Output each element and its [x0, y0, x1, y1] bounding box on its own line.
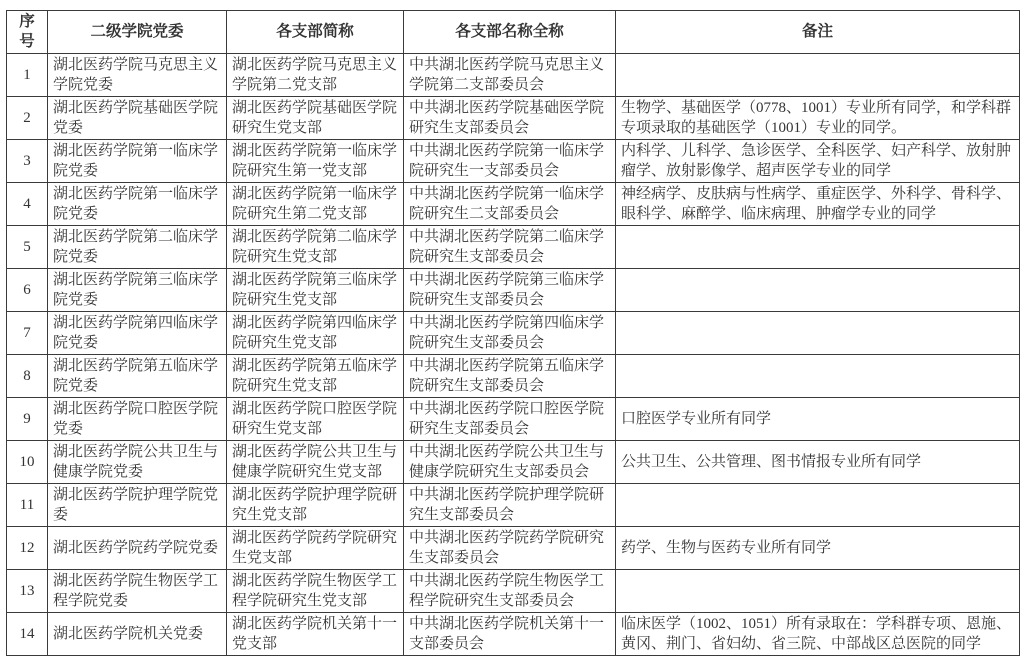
cell-branch-full: 中共湖北医药学院机关第十一支部委员会	[404, 613, 616, 656]
cell-branch-full: 中共湖北医药学院公共卫生与健康学院研究生支部委员会	[404, 441, 616, 484]
cell-no: 7	[7, 312, 48, 355]
cell-branch-short: 湖北医药学院机关第十一党支部	[227, 613, 404, 656]
cell-remark: 药学、生物与医药专业所有同学	[616, 527, 1020, 570]
table-row	[7, 226, 1020, 269]
cell-branch-short: 湖北医药学院第五临床学院研究生党支部	[227, 355, 404, 398]
table-row	[7, 484, 1020, 527]
cell-no: 9	[7, 398, 48, 441]
cell-remark	[616, 570, 1020, 613]
header-remark: 备注	[616, 11, 1020, 54]
header-branch-full: 各支部名称全称	[404, 11, 616, 54]
cell-committee: 湖北医药学院护理学院党委	[48, 484, 227, 527]
cell-committee: 湖北医药学院基础医学院党委	[48, 97, 227, 140]
table-row	[7, 398, 1020, 441]
cell-remark: 临床医学（1002、1051）所有录取在：学科群专项、恩施、黄冈、荆门、省妇幼、省三院、中部战区总医院的同学	[616, 613, 1020, 656]
cell-remark	[616, 484, 1020, 527]
cell-branch-full: 中共湖北医药学院药学院研究生支部委员会	[404, 527, 616, 570]
cell-remark	[616, 312, 1020, 355]
cell-branch-short: 湖北医药学院基础医学院研究生党支部	[227, 97, 404, 140]
party-branch-table	[6, 10, 1020, 656]
table-row	[7, 613, 1020, 656]
cell-no: 14	[7, 613, 48, 656]
table-row	[7, 54, 1020, 97]
cell-no: 3	[7, 140, 48, 183]
cell-remark: 公共卫生、公共管理、图书情报专业所有同学	[616, 441, 1020, 484]
cell-no: 13	[7, 570, 48, 613]
cell-committee: 湖北医药学院生物医学工程学院党委	[48, 570, 227, 613]
cell-branch-short: 湖北医药学院第四临床学院研究生党支部	[227, 312, 404, 355]
cell-branch-full: 中共湖北医药学院第四临床学院研究生支部委员会	[404, 312, 616, 355]
cell-no: 5	[7, 226, 48, 269]
cell-branch-full: 中共湖北医药学院马克思主义学院第二支部委员会	[404, 54, 616, 97]
cell-remark	[616, 54, 1020, 97]
cell-no: 12	[7, 527, 48, 570]
header-committee: 二级学院党委	[48, 11, 227, 54]
cell-branch-full: 中共湖北医药学院第二临床学院研究生支部委员会	[404, 226, 616, 269]
header-no: 序号	[7, 11, 48, 54]
cell-branch-short: 湖北医药学院第一临床学院研究生第一党支部	[227, 140, 404, 183]
cell-no: 10	[7, 441, 48, 484]
cell-remark: 神经病学、皮肤病与性病学、重症医学、外科学、骨科学、眼科学、麻醉学、临床病理、肿瘤学专业的同学	[616, 183, 1020, 226]
cell-branch-full: 中共湖北医药学院护理学院研究生支部委员会	[404, 484, 616, 527]
table-row	[7, 140, 1020, 183]
cell-committee: 湖北医药学院药学院党委	[48, 527, 227, 570]
cell-branch-full: 中共湖北医药学院生物医学工程学院研究生支部委员会	[404, 570, 616, 613]
table-row	[7, 441, 1020, 484]
table-row	[7, 312, 1020, 355]
table-header-row	[7, 11, 1020, 54]
cell-branch-short: 湖北医药学院生物医学工程学院研究生党支部	[227, 570, 404, 613]
table-row	[7, 97, 1020, 140]
cell-remark: 生物学、基础医学（0778、1001）专业所有同学，和学科群专项录取的基础医学（1001）专业的同学。	[616, 97, 1020, 140]
cell-committee: 湖北医药学院第一临床学院党委	[48, 140, 227, 183]
cell-committee: 湖北医药学院第二临床学院党委	[48, 226, 227, 269]
cell-committee: 湖北医药学院机关党委	[48, 613, 227, 656]
cell-branch-short: 湖北医药学院马克思主义学院第二党支部	[227, 54, 404, 97]
header-branch-short: 各支部简称	[227, 11, 404, 54]
cell-committee: 湖北医药学院公共卫生与健康学院党委	[48, 441, 227, 484]
cell-branch-short: 湖北医药学院第一临床学院研究生第二党支部	[227, 183, 404, 226]
table-row	[7, 527, 1020, 570]
cell-committee: 湖北医药学院第三临床学院党委	[48, 269, 227, 312]
cell-no: 4	[7, 183, 48, 226]
cell-committee: 湖北医药学院马克思主义学院党委	[48, 54, 227, 97]
cell-branch-full: 中共湖北医药学院第一临床学院研究生一支部委员会	[404, 140, 616, 183]
cell-committee: 湖北医药学院第一临床学院党委	[48, 183, 227, 226]
cell-branch-short: 湖北医药学院公共卫生与健康学院研究生党支部	[227, 441, 404, 484]
cell-remark: 内科学、儿科学、急诊医学、全科医学、妇产科学、放射肿瘤学、放射影像学、超声医学专业的同学	[616, 140, 1020, 183]
table-row	[7, 355, 1020, 398]
cell-remark	[616, 269, 1020, 312]
cell-branch-short: 湖北医药学院第三临床学院研究生党支部	[227, 269, 404, 312]
cell-no: 11	[7, 484, 48, 527]
table-body	[7, 54, 1020, 656]
cell-remark	[616, 355, 1020, 398]
cell-no: 8	[7, 355, 48, 398]
table-row	[7, 269, 1020, 312]
cell-branch-short: 湖北医药学院第二临床学院研究生党支部	[227, 226, 404, 269]
cell-branch-short: 湖北医药学院护理学院研究生党支部	[227, 484, 404, 527]
cell-committee: 湖北医药学院口腔医学院党委	[48, 398, 227, 441]
table-row	[7, 183, 1020, 226]
cell-no: 1	[7, 54, 48, 97]
table-row	[7, 570, 1020, 613]
cell-branch-full: 中共湖北医药学院第五临床学院研究生支部委员会	[404, 355, 616, 398]
cell-branch-short: 湖北医药学院药学院研究生党支部	[227, 527, 404, 570]
cell-branch-full: 中共湖北医药学院基础医学院研究生支部委员会	[404, 97, 616, 140]
cell-remark	[616, 226, 1020, 269]
cell-committee: 湖北医药学院第五临床学院党委	[48, 355, 227, 398]
cell-branch-full: 中共湖北医药学院口腔医学院研究生支部委员会	[404, 398, 616, 441]
cell-remark: 口腔医学专业所有同学	[616, 398, 1020, 441]
cell-branch-full: 中共湖北医药学院第三临床学院研究生支部委员会	[404, 269, 616, 312]
cell-branch-short: 湖北医药学院口腔医学院研究生党支部	[227, 398, 404, 441]
cell-no: 2	[7, 97, 48, 140]
cell-no: 6	[7, 269, 48, 312]
cell-branch-full: 中共湖北医药学院第一临床学院研究生二支部委员会	[404, 183, 616, 226]
cell-committee: 湖北医药学院第四临床学院党委	[48, 312, 227, 355]
